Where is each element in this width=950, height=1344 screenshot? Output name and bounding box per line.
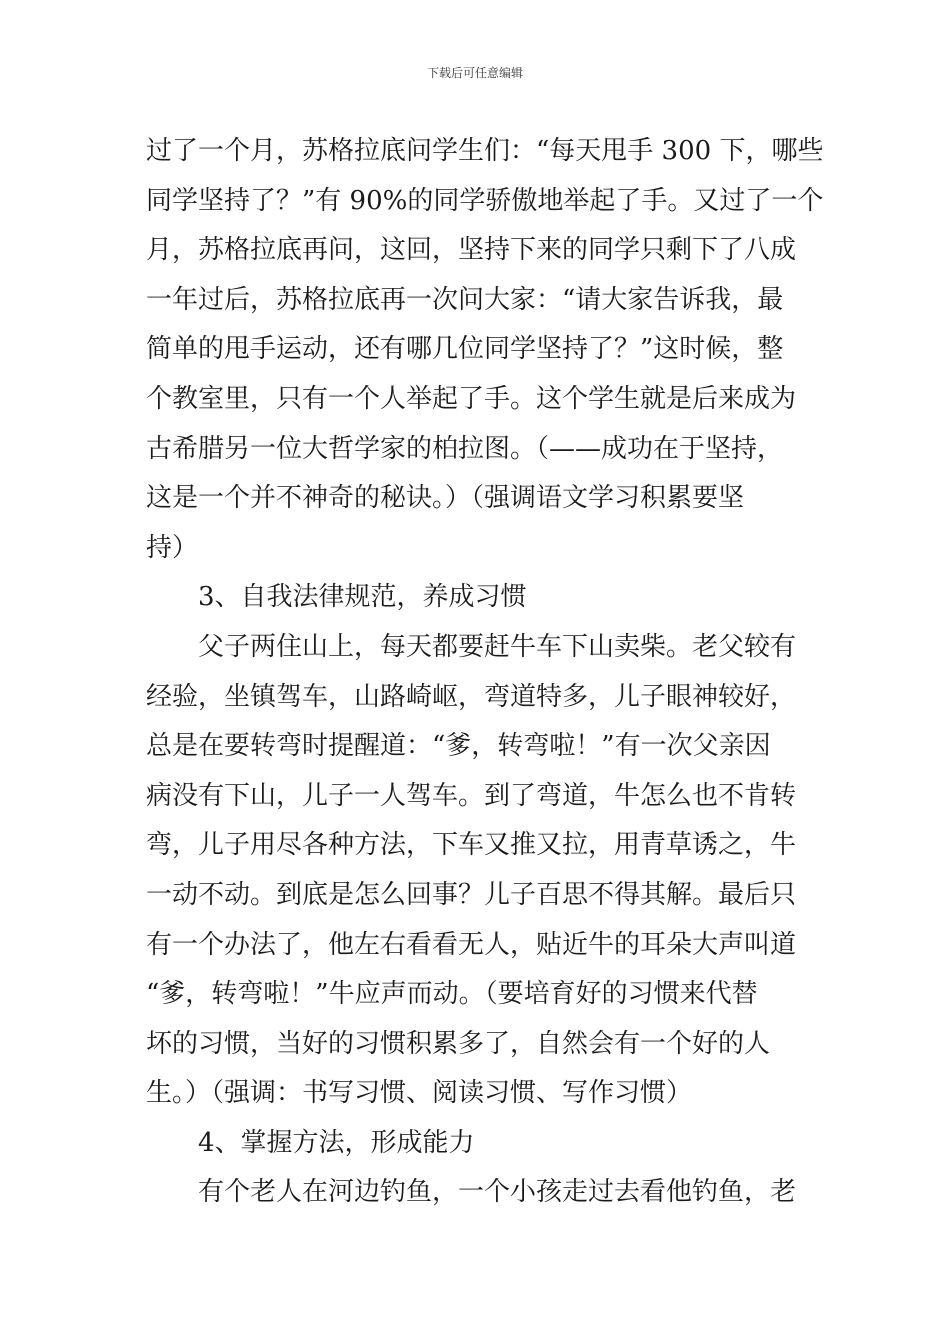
text-line: 生。）（强调：书写习惯、阅读习惯、写作习惯） bbox=[146, 1078, 693, 1109]
text-line: 有一个办法了，他左右看看无人，贴近牛的耳朵大声叫道 bbox=[146, 929, 797, 960]
paragraph-father-son-story bbox=[146, 623, 808, 1119]
text-line: 一年过后，苏格拉底再一次问大家：“请大家告诉我，最 bbox=[146, 284, 784, 315]
text-line: 弯，儿子用尽各种方法，下车又推又拉，用青草诱之，牛 bbox=[146, 830, 797, 861]
text-line: 有个老人在河边钓鱼，一个小孩走过去看他钓鱼，老 bbox=[198, 1177, 797, 1208]
text-line: 月，苏格拉底再问，这回，坚持下来的同学只剩下了八成 bbox=[146, 235, 797, 266]
text-line: 古希腊另一位大哲学家的柏拉图。（——成功在于坚持， bbox=[146, 433, 784, 464]
text-line: 简单的甩手运动，还有哪几位同学坚持了？”这时候，整 bbox=[146, 334, 784, 365]
text-line: “爹，转弯啦！”牛应声而动。（要培育好的习惯来代替 bbox=[146, 979, 758, 1010]
section-heading-4 bbox=[146, 1119, 808, 1169]
text-line: 过了一个月，苏格拉底问学生们：“每天甩手 300 下，哪些 bbox=[146, 136, 824, 166]
paragraph-fishing-story bbox=[146, 1168, 808, 1218]
text-line: 病没有下山，儿子一人驾车。到了弯道，牛怎么也不肯转 bbox=[146, 780, 797, 811]
text-line: 总是在要转弯时提醒道：“爹，转弯啦！”有一次父亲因 bbox=[146, 731, 771, 762]
text-line: 一动不动。到底是怎么回事？儿子百思不得其解。最后只 bbox=[146, 879, 797, 910]
paragraph-socrates-story bbox=[146, 127, 824, 573]
text-line: 同学坚持了？”有 90%的同学骄傲地举起了手。又过了一个 bbox=[146, 185, 824, 216]
page-header: 下载后可任意编辑 bbox=[426, 66, 523, 80]
document-body bbox=[146, 127, 824, 1218]
text-line: 这是一个并不神奇的秘诀。）（强调语文学习积累要坚 bbox=[146, 483, 745, 514]
text-line: 经验，坐镇驾车，山路崎岖，弯道特多，儿子眼神较好， bbox=[146, 681, 797, 712]
heading-text: 4、掌握方法，形成能力 bbox=[198, 1127, 475, 1158]
heading-text: 3、自我法律规范，养成习惯 bbox=[198, 582, 527, 613]
text-line: 个教室里，只有一个人举起了手。这个学生就是后来成为 bbox=[146, 383, 797, 414]
text-line: 父子两住山上，每天都要赶牛车下山卖柴。老父较有 bbox=[198, 631, 797, 662]
section-heading-3 bbox=[146, 573, 808, 623]
text-line: 持） bbox=[146, 532, 199, 563]
text-line: 坏的习惯，当好的习惯积累多了，自然会有一个好的人 bbox=[146, 1028, 771, 1059]
